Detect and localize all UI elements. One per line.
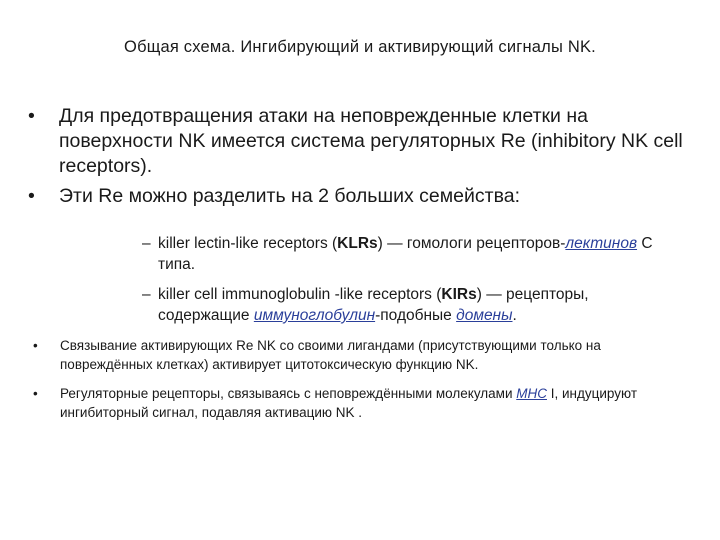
sub-text: -подобные bbox=[375, 307, 457, 324]
sub-text: С типа. bbox=[158, 235, 653, 273]
bullet-item bbox=[28, 184, 698, 209]
bullet-marker: • bbox=[33, 386, 38, 401]
sub-text: ) — гомологи рецепторов- bbox=[377, 235, 566, 252]
sub-item-klrs bbox=[142, 233, 682, 275]
sub-item-kirs bbox=[142, 284, 682, 326]
small-bullet-list bbox=[33, 336, 693, 432]
bullet-marker: • bbox=[28, 185, 35, 207]
sub-text: killer lectin-like receptors ( bbox=[158, 235, 338, 252]
small-text: I, индуцируют ингибиторный сигнал, подавляя активацию NK . bbox=[60, 386, 638, 420]
bullet-marker: • bbox=[33, 338, 38, 353]
dash-marker: – bbox=[142, 235, 151, 252]
dash-marker: – bbox=[142, 286, 151, 303]
small-bullet-item bbox=[33, 336, 693, 374]
domains-link[interactable]: домены bbox=[456, 307, 513, 324]
bullet-item bbox=[28, 104, 698, 179]
bullet-marker: • bbox=[28, 105, 35, 127]
sub-text: ) — рецепторы, содержащие bbox=[158, 286, 589, 324]
small-bullet-item bbox=[33, 384, 693, 422]
small-text: Связывание активирующих Re NK со своими лигандами (присутствующими только на повреждённых клетках) активирует цитотоксическую функцию NK. bbox=[60, 338, 601, 372]
sub-bullet-list bbox=[142, 233, 682, 335]
small-text: Регуляторные рецепторы, связываясь с неповреждёнными молекулами bbox=[60, 386, 517, 401]
main-bullet-list bbox=[28, 104, 698, 214]
sub-text: . bbox=[512, 307, 517, 324]
bullet-text: Для предотвращения атаки на неповрежденные клетки на поверхности NK имеется система регуляторных Re (inhibitory NK cell receptors). bbox=[59, 105, 683, 177]
slide-title: Общая схема. Ингибирующий и активирующий сигналы NK. bbox=[124, 38, 596, 56]
abbrev-bold: KLRs bbox=[337, 235, 378, 252]
immunoglobulin-link[interactable]: иммуноглобулин bbox=[253, 307, 376, 324]
sub-text: killer cell immunoglobulin -like receptors ( bbox=[158, 286, 442, 303]
bullet-text: Эти Re можно разделить на 2 больших семейства: bbox=[59, 185, 520, 207]
mhc-link[interactable]: MHC bbox=[516, 386, 547, 401]
abbrev-bold: KIRs bbox=[441, 286, 477, 303]
lectins-link[interactable]: лектинов bbox=[565, 235, 638, 252]
